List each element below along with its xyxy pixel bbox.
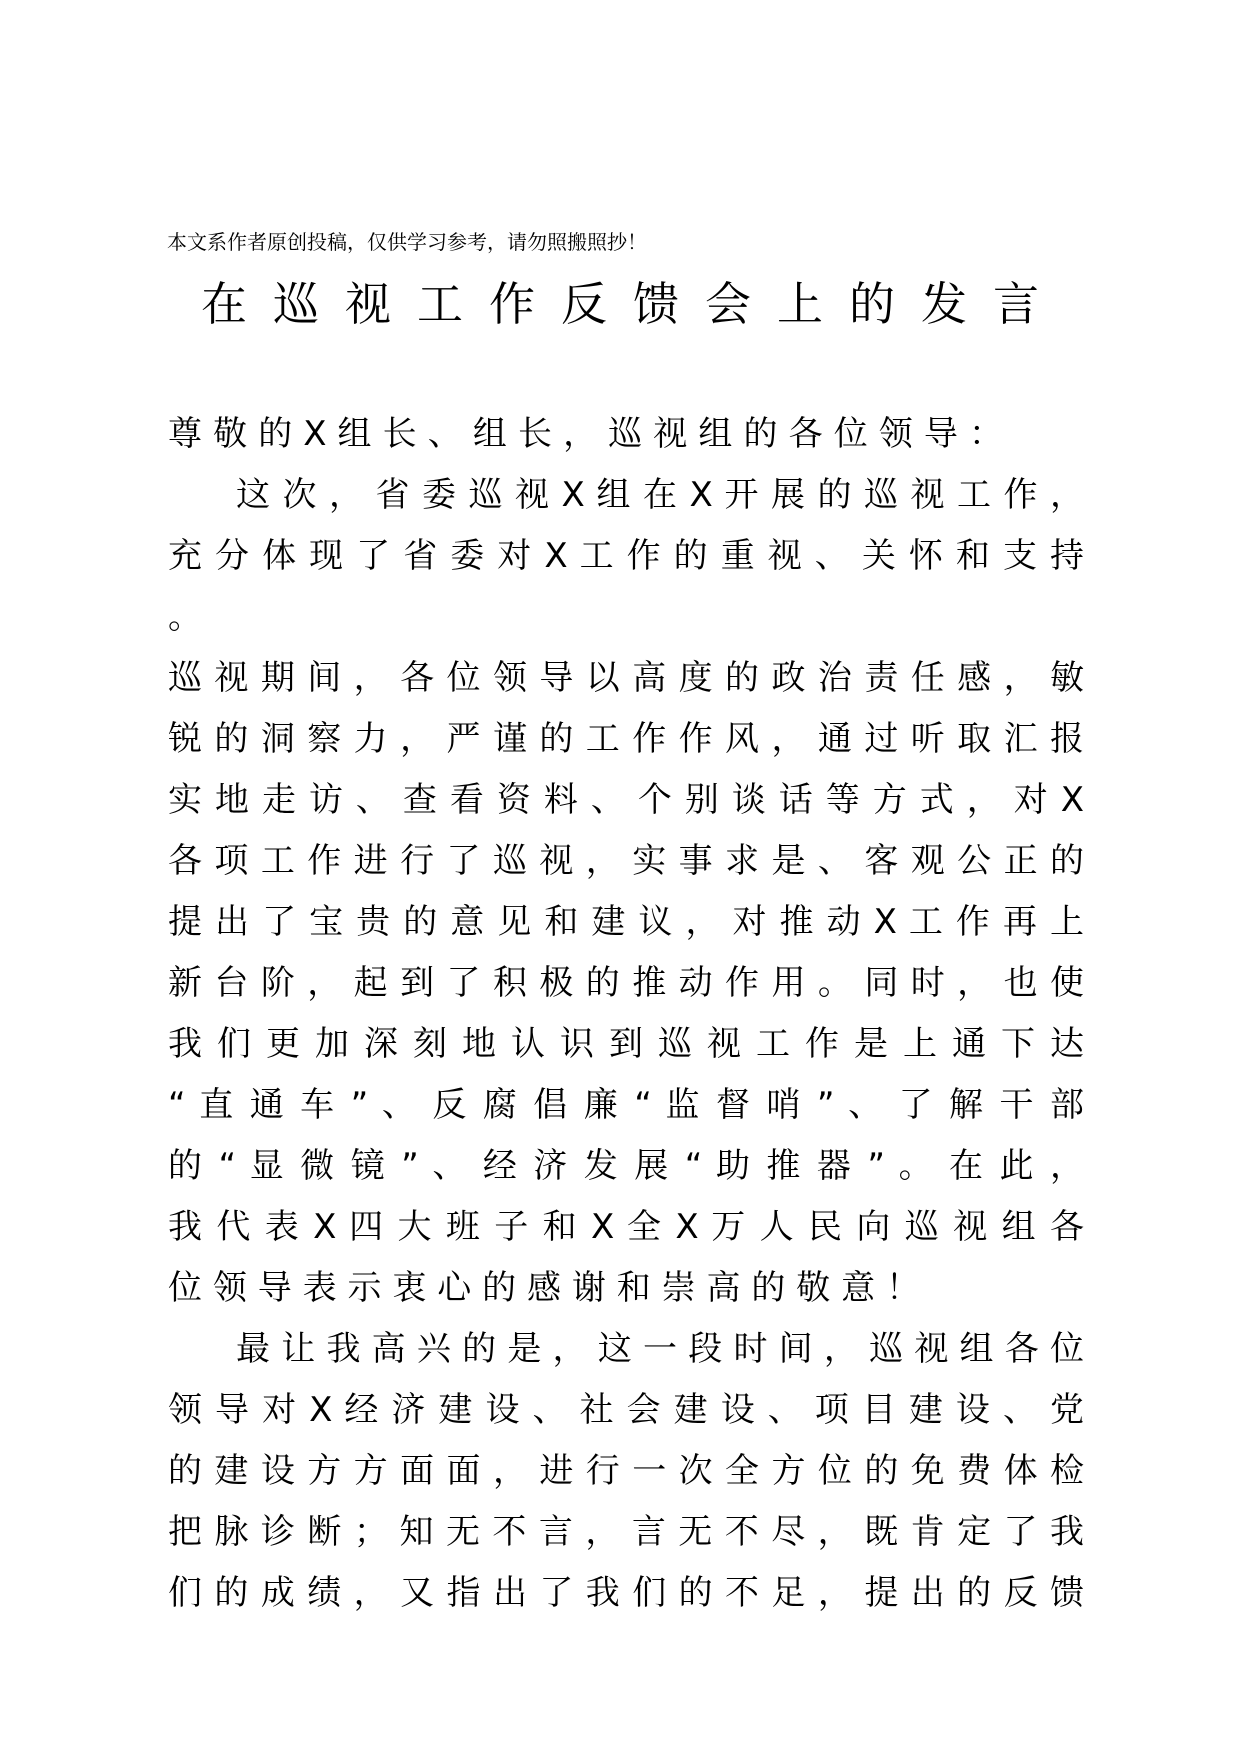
paragraph-line: 锐 的 洞 察 力 ， 严 谨 的 工 作 作 风 ， 通 过 听 取 汇 报 (168, 719, 1084, 759)
paragraph-line: “ 直 通 车 ” 、 反 腐 倡 廉 “ 监 督 哨 ” 、 了 解 干 部 (168, 1085, 1084, 1125)
paragraph-line: 把 脉 诊 断 ； 知 无 不 言 ， 言 无 不 尽 ， 既 肯 定 了 我 (168, 1512, 1084, 1552)
paragraph-line: 实 地 走 访 、 查 看 资 料 、 个 别 谈 话 等 方 式 ， 对 X (168, 780, 1084, 820)
document-body (168, 404, 1084, 1624)
copyright-notice: 本文系作者原创投稿，仅供学习参考，请勿照搬照抄！ (167, 230, 647, 254)
paragraph-line: 新 台 阶 ， 起 到 了 积 极 的 推 动 作 用 。 同 时 ， 也 使 (168, 963, 1084, 1003)
paragraph-line: 的 建 设 方 方 面 面 ， 进 行 一 次 全 方 位 的 免 费 体 检 (168, 1451, 1084, 1491)
paragraph-line: 最 让 我 高 兴 的 是 ， 这 一 段 时 间 ， 巡 视 组 各 位 (236, 1329, 1084, 1369)
paragraph-line: 各 项 工 作 进 行 了 巡 视 ， 实 事 求 是 、 客 观 公 正 的 (168, 841, 1084, 881)
paragraph-line: 充 分 体 现 了 省 委 对 X 工 作 的 重 视 、 关 怀 和 支 持 。 (168, 536, 1084, 637)
paragraph-line: 的 “ 显 微 镜 ” 、 经 济 发 展 “ 助 推 器 ” 。 在 此 ， (168, 1146, 1084, 1186)
paragraph-line: 位 领 导 表 示 衷 心 的 感 谢 和 崇 高 的 敬 意 ！ (168, 1268, 920, 1308)
salutation-line: 尊 敬 的 X 组 长 、 组 长 ， 巡 视 组 的 各 位 领 导 ： (168, 414, 1003, 454)
paragraph-line: 领 导 对 X 经 济 建 设 、 社 会 建 设 、 项 目 建 设 、 党 (168, 1390, 1084, 1430)
paragraph-line: 这 次 ， 省 委 巡 视 X 组 在 X 开 展 的 巡 视 工 作 ， (236, 475, 1084, 515)
paragraph-line: 我 们 更 加 深 刻 地 认 识 到 巡 视 工 作 是 上 通 下 达 (168, 1024, 1084, 1064)
document-title: 在巡视工作反馈会上的发言 (201, 277, 1065, 331)
paragraph-line: 我 代 表 X 四 大 班 子 和 X 全 X 万 人 民 向 巡 视 组 各 (168, 1207, 1084, 1247)
paragraph-line: 们 的 成 绩 ， 又 指 出 了 我 们 的 不 足 ， 提 出 的 反 馈 (168, 1573, 1084, 1613)
paragraph-line: 提 出 了 宝 贵 的 意 见 和 建 议 ， 对 推 动 X 工 作 再 上 (168, 902, 1084, 942)
paragraph-line: 巡 视 期 间 ， 各 位 领 导 以 高 度 的 政 治 责 任 感 ， 敏 (168, 658, 1084, 698)
